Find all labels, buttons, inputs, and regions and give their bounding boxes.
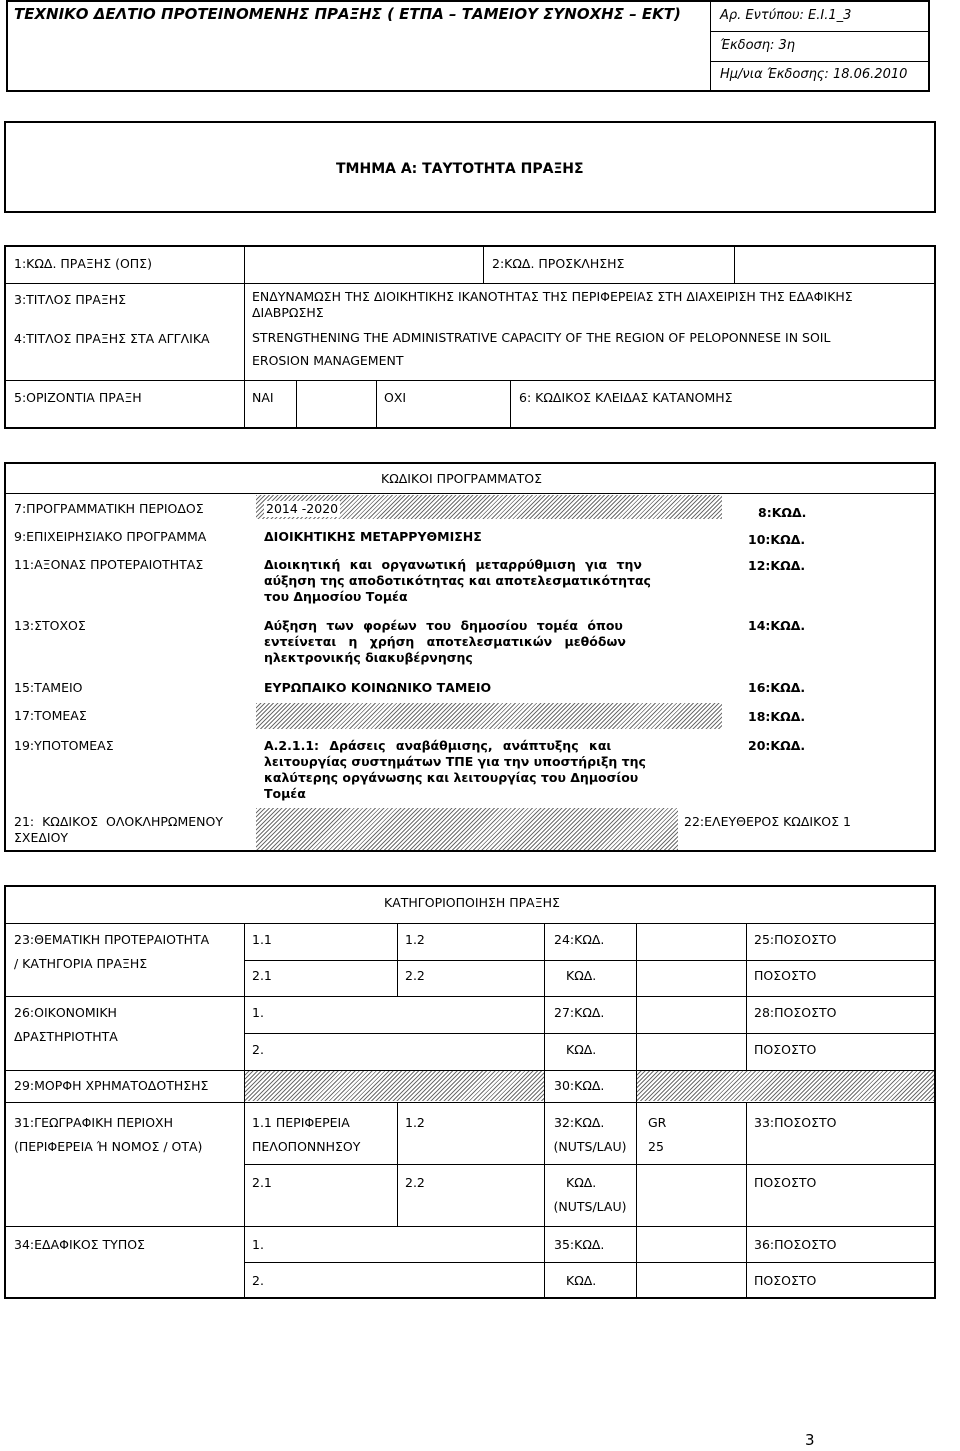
field-28-label: 28:ΠΟΣΟΣΤΟ — [754, 1005, 837, 1020]
field-31-label-line2: (ΠΕΡΙΦΕΡΕΙΑ Ή ΝΟΜΟΣ / ΟΤΑ) — [14, 1139, 203, 1154]
cls-rule-23a — [244, 960, 936, 961]
page-number: 3 — [805, 1431, 815, 1449]
id-col-b — [483, 245, 484, 283]
field-18-label: 18:ΚΩΔ. — [748, 709, 806, 724]
cat-2-percent: ΠΟΣΟΣΤΟ — [754, 968, 817, 983]
hatch-29 — [244, 1071, 544, 1101]
hatch-17 — [256, 703, 722, 729]
geo-2-percent: ΠΟΣΟΣΤΟ — [754, 1175, 817, 1190]
no-option[interactable]: ΟΧΙ — [384, 390, 407, 405]
field-32-nuts: (NUTS/LAU) — [553, 1139, 627, 1154]
field-19-value-line3: καλύτερης οργάνωσης και λειτουργίας του Δημοσίου — [264, 770, 639, 785]
cls-col-d — [636, 923, 637, 1299]
field-6-label: 6: ΚΩΔΙΚΟΣ ΚΛΕΙΔΑΣ ΚΑΤΑΝΟΜΗΣ — [519, 390, 733, 405]
geo-1-1-line2: ΠΕΛΟΠΟΝΝΗΣΟΥ — [252, 1139, 361, 1154]
classification-title: ΚΑΤΗΓΟΡΙΟΠΟΙΗΣΗ ΠΡΑΞΗΣ — [384, 895, 560, 910]
cls-rule-34 — [4, 1226, 936, 1227]
field-12-label: 12:ΚΩΔ. — [748, 558, 806, 573]
cls-col-c — [544, 923, 545, 1299]
field-31-label-line1: 31:ΓΕΩΓΡΑΦΙΚΗ ΠΕΡΙΟΧΗ — [14, 1115, 174, 1130]
form-number: Αρ. Εντύπου: Ε.Ι.1_3 — [720, 8, 852, 23]
cls-rule-34a — [244, 1262, 936, 1263]
field-22-label: 22:ΕΛΕΥΘΕΡΟΣ ΚΩΔΙΚΟΣ 1 — [684, 814, 851, 829]
yes-option[interactable]: ΝΑΙ — [252, 390, 274, 405]
field-15-value: ΕΥΡΩΠΑΙΚΟ ΚΟΙΝΩΝΙΚΟ ΤΑΜΕΙΟ — [264, 680, 492, 695]
edition: Έκδοση: 3η — [720, 38, 796, 53]
field-36-label: 36:ΠΟΣΟΣΤΟ — [754, 1237, 837, 1252]
edition-date: Ημ/νια Έκδοσης: 18.06.2010 — [720, 67, 908, 82]
header-divider — [710, 0, 711, 92]
field-2-label: 2:ΚΩΔ. ΠΡΟΣΚΛΗΣΗΣ — [492, 256, 625, 271]
field-10-label: 10:ΚΩΔ. — [748, 532, 806, 547]
id-rule-1 — [4, 283, 936, 284]
geo-2-2: 2.2 — [405, 1175, 425, 1190]
id-rule-2 — [4, 380, 936, 381]
field-19-value-line4: Τομέα — [264, 786, 306, 801]
cat-2-1: 2.1 — [252, 968, 272, 983]
terr-2-percent: ΠΟΣΟΣΤΟ — [754, 1273, 817, 1288]
cls-title-rule — [4, 923, 936, 924]
cat-1-2: 1.2 — [405, 932, 425, 947]
econ-2: 2. — [252, 1042, 264, 1057]
field-7-value: 2014 -2020 — [266, 501, 339, 516]
field-3-value-line2: ΔΙΑΒΡΩΣΗΣ — [252, 305, 324, 320]
field-15-label: 15:ΤΑΜΕΙΟ — [14, 680, 83, 695]
field-26-label-line1: 26:ΟΙΚΟΝΟΜΙΚΗ — [14, 1005, 117, 1020]
cls-col-e2 — [746, 1102, 747, 1299]
field-5-label: 5:ΟΡΙΖΟΝΤΙΑ ΠΡΑΞΗ — [14, 390, 142, 405]
field-19-value-line2: λειτουργίας συστημάτων ΤΠΕ για την υποστήριξη της — [264, 754, 646, 769]
programme-title: ΚΩΔΙΚΟΙ ΠΡΟΓΡΑΜΜΑΤΟΣ — [381, 471, 543, 486]
header-rule-1 — [710, 31, 930, 32]
field-13-value-line1: Αύξηση των φορέων του δημοσίου τομέα όπου — [264, 618, 623, 633]
document-title: ΤΕΧΝΙΚΟ ΔΕΛΤΙΟ ΠΡΟΤΕΙΝΟΜΕΝΗΣ ΠΡΑΞΗΣ ( ΕΤΠΑ – ΤΑΜΕΙΟΥ ΣΥΝΟΧΗΣ – ΕΚΤ) — [14, 5, 681, 23]
field-11-label: 11:ΑΞΟΝΑΣ ΠΡΟΤΕΡΑΙΟΤΗΤΑΣ — [14, 557, 204, 572]
cls-rule-31 — [4, 1102, 936, 1103]
field-34-label: 34:ΕΔΑΦΙΚΟΣ ΤΥΠΟΣ — [14, 1237, 145, 1252]
geo-1-2: 1.2 — [405, 1115, 425, 1130]
field-3-value-line1: ΕΝΔΥΝΑΜΩΣΗ ΤΗΣ ΔΙΟΙΚΗΤΙΚΗΣ ΙΚΑΝΟΤΗΤΑΣ ΤΗΣ ΠΕΡΙΦΕΡΕΙΑΣ ΣΤΗ ΔΙΑΧΕΙΡΙΣΗ ΤΗΣ ΕΔΑΦΙΚΗΣ — [252, 289, 853, 304]
field-13-value-line2: εντείνεται η χρήση αποτελεσματικών μεθόδων — [264, 634, 626, 649]
cat-1-1: 1.1 — [252, 932, 272, 947]
field-25-label: 25:ΠΟΣΟΣΤΟ — [754, 932, 837, 947]
econ-2-percent: ΠΟΣΟΣΤΟ — [754, 1042, 817, 1057]
econ-2-code: ΚΩΔ. — [566, 1042, 597, 1057]
field-21-label-line1: 21: ΚΩΔΙΚΟΣ ΟΛΟΚΛΗΡΩΜΕΝΟΥ — [14, 814, 223, 829]
geo-2-1: 2.1 — [252, 1175, 272, 1190]
field-7-label: 7:ΠΡΟΓΡΑΜΜΑΤΙΚΗ ΠΕΡΙΟΔΟΣ — [14, 501, 204, 516]
field-29-label: 29:ΜΟΡΦΗ ΧΡΗΜΑΤΟΔΟΤΗΣΗΣ — [14, 1078, 209, 1093]
field-20-label: 20:ΚΩΔ. — [748, 738, 806, 753]
field-11-value-line3: του Δημοσίου Τομέα — [264, 589, 408, 604]
field-11-value-line2: αύξηση της αποδοτικότητας και αποτελεσματικότητας — [264, 573, 651, 588]
terr-1: 1. — [252, 1237, 264, 1252]
field-14-label: 14:ΚΩΔ. — [748, 618, 806, 633]
geo-1-1-line1: 1.1 ΠΕΡΙΦΕΡΕΙΑ — [252, 1115, 350, 1130]
prog-title-rule — [4, 493, 936, 494]
id-col-a — [244, 245, 245, 429]
field-27-label: 27:ΚΩΔ. — [554, 1005, 605, 1020]
cls-rule-31a — [244, 1164, 936, 1165]
field-21-label-line2: ΣΧΕΔΙΟΥ — [14, 830, 69, 845]
cat-2-code: ΚΩΔ. — [566, 968, 597, 983]
field-13-label: 13:ΣΤΟΧΟΣ — [14, 618, 86, 633]
field-8-label: 8:ΚΩΔ. — [758, 505, 807, 520]
field-26-label-line2: ΔΡΑΣΤΗΡΙΟΤΗΤΑ — [14, 1029, 118, 1044]
field-19-value-line1: Α.2.1.1: Δράσεις αναβάθμισης, ανάπτυξης και — [264, 738, 612, 753]
econ-1: 1. — [252, 1005, 264, 1020]
field-33-label: 33:ΠΟΣΟΣΤΟ — [754, 1115, 837, 1130]
id-col-e — [376, 380, 377, 429]
terr-2: 2. — [252, 1273, 264, 1288]
field-24-label: 24:ΚΩΔ. — [554, 932, 605, 947]
hatch-30 — [636, 1071, 934, 1101]
geo-2-nuts: (NUTS/LAU) — [553, 1199, 627, 1214]
cls-col-e — [746, 923, 747, 1070]
field-4-value-line2: EROSION MANAGEMENT — [252, 353, 404, 368]
field-35-label: 35:ΚΩΔ. — [554, 1237, 605, 1252]
field-4-value-line1: STRENGTHENING THE ADMINISTRATIVE CAPACITY OF THE REGION OF PELOPONNESE IN SOIL — [252, 330, 831, 345]
id-col-d — [296, 380, 297, 429]
field-23-label-line2: / ΚΑΤΗΓΟΡΙΑ ΠΡΑΞΗΣ — [14, 956, 148, 971]
field-17-label: 17:ΤΟΜΕΑΣ — [14, 708, 87, 723]
field-3-label: 3:ΤΙΤΛΟΣ ΠΡΑΞΗΣ — [14, 292, 127, 307]
field-9-value: ΔΙΟΙΚΗΤΙΚΗΣ ΜΕΤΑΡΡΥΘΜΙΣΗΣ — [264, 529, 482, 544]
field-30-label: 30:ΚΩΔ. — [554, 1078, 605, 1093]
field-9-label: 9:ΕΠΙΧΕΙΡΗΣΙΑΚΟ ΠΡΟΓΡΑΜΜΑ — [14, 529, 207, 544]
geo-2-code: ΚΩΔ. — [566, 1175, 597, 1190]
cls-col-a — [244, 923, 245, 1299]
header-rule-2 — [710, 61, 930, 62]
field-32-label: 32:ΚΩΔ. — [554, 1115, 605, 1130]
geo-country-code: 25 — [648, 1139, 664, 1154]
field-4-label: 4:ΤΙΤΛΟΣ ΠΡΑΞΗΣ ΣΤΑ ΑΓΓΛΙΚΑ — [14, 331, 210, 346]
hatch-21 — [256, 808, 678, 850]
cls-col-b2 — [397, 1102, 398, 1226]
cls-rule-26 — [4, 996, 936, 997]
cls-rule-26a — [244, 1033, 936, 1034]
cat-2-2: 2.2 — [405, 968, 425, 983]
field-23-label-line1: 23:ΘΕΜΑΤΙΚΗ ΠΡΟΤΕΡΑΙΟΤΗΤΑ — [14, 932, 210, 947]
cls-rule-29 — [4, 1070, 936, 1071]
geo-country: GR — [648, 1115, 667, 1130]
id-col-c — [734, 245, 735, 283]
terr-2-code: ΚΩΔ. — [566, 1273, 597, 1288]
field-1-label: 1:ΚΩΔ. ΠΡΑΞΗΣ (ΟΠΣ) — [14, 256, 152, 271]
id-col-f — [510, 380, 511, 429]
field-11-value-line1: Διοικητική και οργανωτική μεταρρύθμιση για την — [264, 557, 642, 572]
field-16-label: 16:ΚΩΔ. — [748, 680, 806, 695]
section-a-title: ΤΜΗΜΑ Α: ΤΑΥΤΟΤΗΤΑ ΠΡΑΞΗΣ — [336, 161, 584, 177]
field-13-value-line3: ηλεκτρονικής διακυβέρνησης — [264, 650, 473, 665]
field-19-label: 19:ΥΠΟΤΟΜΕΑΣ — [14, 738, 114, 753]
cls-col-b — [397, 923, 398, 996]
